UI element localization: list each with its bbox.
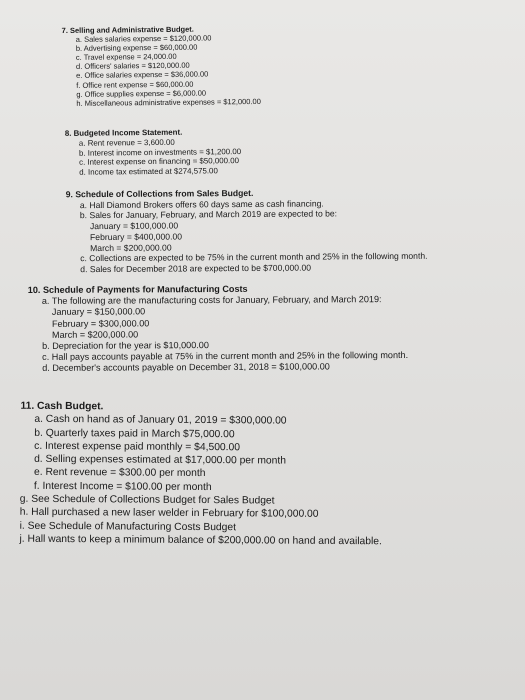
list-item: d. Income tax estimated at $274,575.00 [79, 166, 218, 177]
section-title: 10. Schedule of Payments for Manufacturing Costs [27, 283, 248, 295]
list-item: g. Office supplies expense = $6,000.00 [76, 88, 207, 99]
section-title: 9. Schedule of Collections from Sales Budget. [65, 187, 254, 200]
list-item: g. See Schedule of Collections Budget for Sales Budget [19, 493, 275, 507]
list-item: c. Interest expense on financing = $50,000.00 [79, 156, 240, 168]
list-subitem: February = $300,000.00 [51, 317, 150, 329]
list-item: h. Miscellaneous administrative expenses = $12,000.00 [76, 96, 261, 108]
list-item: e. Rent revenue = $300.00 per month [33, 467, 206, 480]
list-item: d. December's accounts payable on December 31, 2018 = $100,000.00 [42, 361, 330, 374]
section-title: 8. Budgeted Income Statement. [64, 127, 183, 138]
list-item: c. Interest expense paid monthly = $4,500.00 [34, 440, 241, 454]
list-subitem: March = $200,000.00 [90, 242, 172, 253]
list-subitem: January = $150,000.00 [51, 306, 146, 318]
list-subitem: February = $400,000.00 [90, 231, 183, 242]
section-schedule-of-payments [28, 283, 408, 375]
list-item: c. Travel expense = 24,000.00 [75, 52, 177, 63]
list-item: a. Rent revenue = 3,600.00 [78, 137, 175, 148]
section-schedule-of-collections [66, 187, 428, 275]
section-title: 7. Selling and Administrative Budget. [61, 24, 194, 36]
list-item: d. Selling expenses estimated at $17,000.00 per month [34, 454, 287, 467]
list-item: c. Collections are expected to be 75% in the current month and 25% in the following month. [80, 250, 428, 264]
list-item: f. Interest Income = $100.00 per month [33, 480, 212, 493]
list-item: d. Sales for December 2018 are expected to be $700,000.00 [80, 262, 312, 275]
list-subitem: January = $100,000.00 [89, 220, 179, 232]
list-item: e. Office salaries expense = $36,000.00 [76, 69, 209, 81]
section-cash-budget [19, 400, 382, 549]
list-item: i. See Schedule of Manufacturing Costs Budget [19, 520, 237, 533]
list-item: f. Office rent expense = $60,000.00 [76, 79, 194, 90]
list-item: b. Quarterly taxes paid in March $75,000.00 [34, 427, 235, 440]
list-item: d. Officers' salaries = $120,000.00 [75, 61, 190, 72]
section-budgeted-income-statement [65, 127, 242, 178]
list-item: b. Advertising expense = $60,000.00 [75, 42, 198, 54]
list-item: a. Hall Diamond Brokers offers 60 days same as cash financing. [79, 198, 324, 210]
list-item: b. Interest income on investments = $1,200.00 [78, 146, 242, 158]
list-item: a. Cash on hand as of January 01, 2019 = $300,000.00 [34, 414, 287, 427]
section-selling-admin-budget [62, 24, 261, 108]
list-item: b. Depreciation for the year is $10,000.00 [42, 340, 209, 351]
list-item: h. Hall purchased a new laser welder in February for $100,000.00 [19, 507, 319, 521]
list-item: c. Hall pays accounts payable at 75% in the current month and 25% in the following month. [42, 350, 409, 363]
list-item: b. Sales for January, February, and March 2019 are expected to be: [79, 208, 338, 221]
section-title: 11. Cash Budget. [20, 400, 104, 413]
list-subitem: March = $200,000.00 [52, 329, 139, 340]
list-item: a. The following are the manufacturing costs for January, February, and March 2019: [41, 294, 382, 307]
list-item: a. Sales salaries expense = $120,000.00 [75, 33, 212, 44]
list-item: j. Hall wants to keep a minimum balance of $200,000.00 on hand and available. [19, 533, 382, 548]
